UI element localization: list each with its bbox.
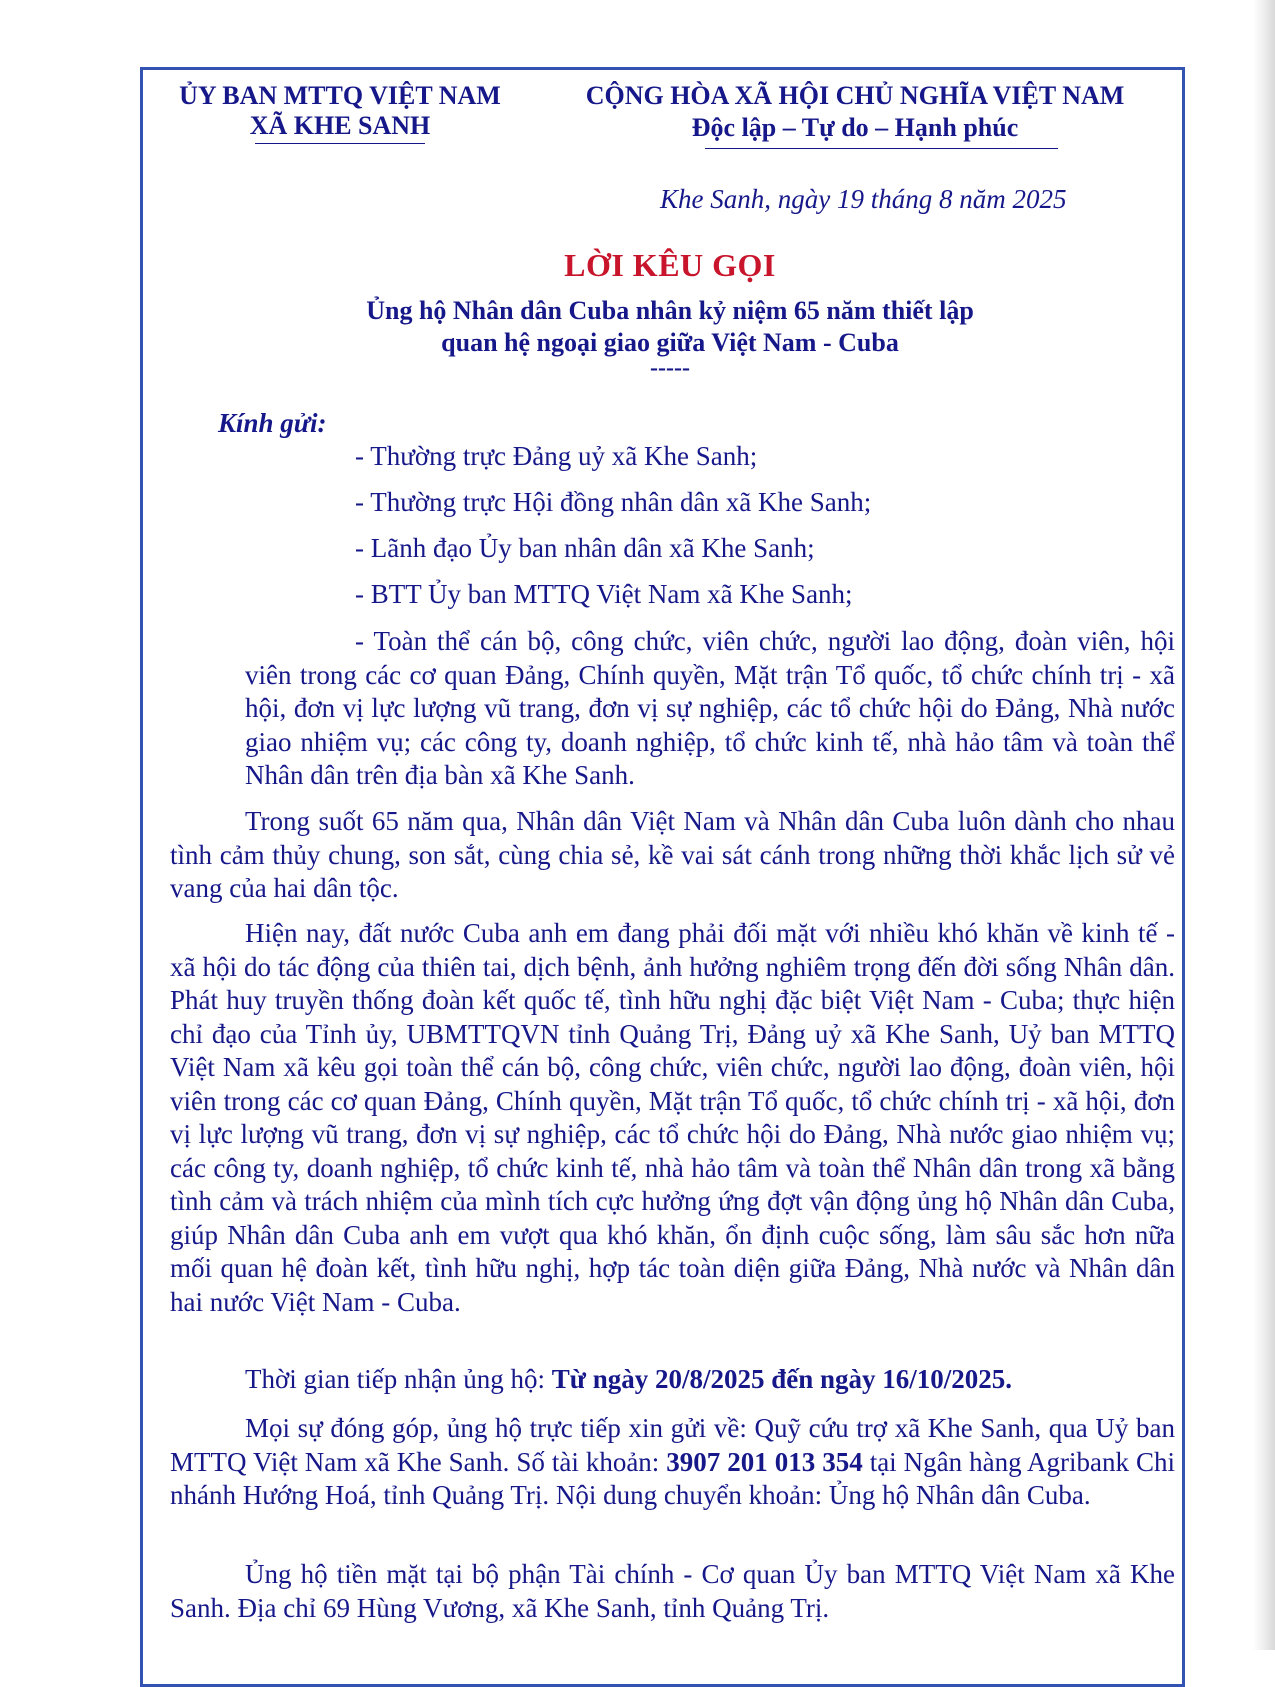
recipient-item: - Lãnh đạo Ủy ban nhân dân xã Khe Sanh;: [355, 533, 815, 563]
paragraph-appeal: Hiện nay, đất nước Cuba anh em đang phải đối mặt với nhiều khó khăn về kinh tế - xã hội do tác động của thiên tai, dịch bệnh, ảnh hưởng nghiêm trọng đến đời sống Nhân dân. Phát huy truyền thống đoàn kết quốc tế, tình hữu nghị đặc biệt Việt Nam - Cuba; thực hiện chỉ đạo của Tỉnh ủy, UBMTTQVN tỉnh Quảng Trị, Đảng uỷ xã Khe Sanh, Uỷ ban MTTQ Việt Nam xã kêu gọi toàn thể cán bộ, công chức, viên chức, người lao động, đoàn viên, hội viên trong các cơ quan Đảng, Chính quyền, Mặt trận Tổ quốc, tổ chức chính trị - xã hội, đơn vị lực lượng vũ trang, đơn vị sự nghiệp, các tổ chức hội do Đảng, Nhà nước giao nhiệm vụ; các công ty, doanh nghiệp, tổ chức kinh tế, nhà hảo tâm và toàn thể Nhân dân trong xã bằng tình cảm và trách nhiệm của mình tích cực hưởng ứng đợt vận động ủng hộ Nhân dân Cuba, giúp Nhân dân Cuba anh em vượt qua khó khăn, ổn định cuộc sống, làm sâu sắc hơn nữa mối quan hệ đoàn kết, tình hữu nghị, hợp tác toàn diện giữa Đảng, Nhà nước và Nhân dân hai nước Việt Nam - Cuba.: [170, 918, 1175, 1317]
period-label: Thời gian tiếp nhận ủng hộ:: [245, 1364, 552, 1394]
paragraph-period: [170, 1363, 1175, 1397]
issuer-underline: [255, 143, 425, 144]
paragraph-cash: Ủng hộ tiền mặt tại bộ phận Tài chính - Cơ quan Ủy ban MTTQ Việt Nam xã Khe Sanh. Địa chỉ 69 Hùng Vương, xã Khe Sanh, tỉnh Quảng Trị.: [170, 1559, 1175, 1623]
issuer-commune: XÃ KHE SANH: [249, 111, 431, 140]
national-title: CỘNG HÒA XÃ HỘI CHỦ NGHĨA VIỆT NAM: [585, 81, 1125, 110]
paragraph-friendship: Trong suốt 65 năm qua, Nhân dân Việt Nam và Nhân dân Cuba luôn dành cho nhau tình cảm thủy chung, son sắt, cùng chia sẻ, kề vai sát cánh trong những thời khắc lịch sử vẻ vang của hai dân tộc.: [170, 806, 1175, 903]
recipient-item: - Thường trực Đảng uỷ xã Khe Sanh;: [355, 441, 758, 471]
motto-underline: [705, 148, 1058, 149]
national-motto: Độc lập – Tự do – Hạnh phúc: [691, 113, 1019, 142]
issuer-name: ỦY BAN MTTQ VIỆT NAM: [179, 81, 501, 110]
period-value: Từ ngày 20/8/2025 đến ngày 16/10/2025.: [551, 1364, 1012, 1394]
paragraph-contribution: [170, 1412, 1175, 1513]
date-line: Khe Sanh, ngày 19 tháng 8 năm 2025: [660, 184, 1067, 214]
document-title: LỜI KÊU GỌI: [564, 247, 776, 283]
greeting: Kính gửi:: [218, 408, 327, 438]
subtitle-separator: -----: [650, 355, 690, 381]
subtitle-line-2: quan hệ ngoại giao giữa Việt Nam - Cuba: [441, 328, 899, 357]
subtitle-line-1: Ủng hộ Nhân dân Cuba nhân kỷ niệm 65 năm thiết lập: [366, 296, 974, 325]
recipient-item: - BTT Ủy ban MTTQ Việt Nam xã Khe Sanh;: [355, 579, 853, 609]
account-number: 3907 201 013 354: [666, 1446, 863, 1477]
recipient-item: - Thường trực Hội đồng nhân dân xã Khe Sanh;: [355, 487, 872, 517]
contribution-bank: tại Ngân hàng Agribank Chi nhánh Hướng Hoá, tỉnh Quảng Trị. Nội dung chuyển khoản: Ủng hộ Nhân dân Cuba.: [170, 1446, 1176, 1510]
contribution-text: Mọi sự đóng góp, ủng hộ trực tiếp xin gửi về: Quỹ cứu trợ xã Khe Sanh, qua Uỷ ban MTTQ Việt Nam xã Khe Sanh. Số tài khoản:: [170, 1413, 1175, 1477]
scan-edge-shadow: [1253, 0, 1275, 1650]
recipient-item-last: - Toàn thể cán bộ, công chức, viên chức, người lao động, đoàn viên, hội viên trong các cơ quan Đảng, Chính quyền, Mặt trận Tổ quốc, tổ chức chính trị - xã hội, đơn vị lực lượng vũ trang, đơn vị sự nghiệp, các tổ chức hội do Đảng, Nhà nước giao nhiệm vụ; các công ty, doanh nghiệp, tổ chức kinh tế, nhà hảo tâm và toàn thể Nhân dân trên địa bàn xã Khe Sanh.: [245, 626, 1175, 790]
